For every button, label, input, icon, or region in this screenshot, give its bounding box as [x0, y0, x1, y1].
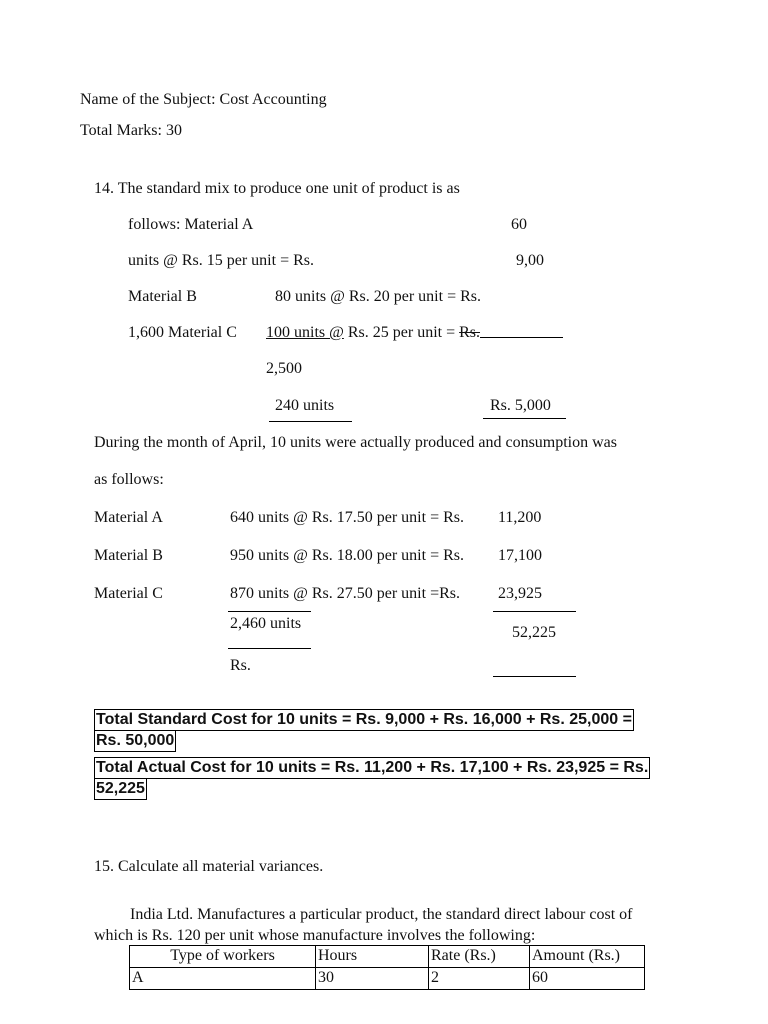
- actual-material-a: Material A: [94, 509, 163, 526]
- actual-units-topline: [228, 611, 311, 612]
- q14-total-units: 240 units: [275, 397, 335, 414]
- q14-intro: 14. The standard mix to produce one unit of product is as: [94, 180, 460, 197]
- q14-line3-mid: 80 units @ Rs. 20 per unit = Rs.: [275, 288, 481, 305]
- q14-line2-left: units @ Rs. 15 per unit = Rs.: [128, 252, 314, 269]
- total-marks: Total Marks: 30: [80, 122, 182, 139]
- q14-line4-mid-c: Rs.: [459, 324, 481, 341]
- table-cell-rate: 2: [429, 968, 530, 990]
- table-header-rate: Rate (Rs.): [429, 946, 530, 968]
- actual-amount-topline: [493, 611, 576, 612]
- actual-material-c: Material C: [94, 585, 163, 602]
- table-cell-amount: 60: [530, 968, 645, 990]
- actual-calc-b: 950 units @ Rs. 18.00 per unit = Rs.: [230, 547, 464, 564]
- q14-during-1: During the month of April, 10 units were actually produced and consumption was: [94, 434, 618, 451]
- q14-amount-underline: [483, 418, 566, 419]
- actual-cost-box-1: Total Actual Cost for 10 units = Rs. 11,200 + Rs. 17,100 + Rs. 23,925 = Rs.: [94, 757, 650, 779]
- q14-units-underline: [269, 421, 352, 422]
- table-cell-type: A: [130, 968, 316, 990]
- q14-line1-right: 60: [511, 216, 527, 233]
- q15-question: 15. Calculate all material variances.: [94, 858, 324, 875]
- standard-cost-box-2: Rs. 50,000: [94, 730, 176, 752]
- table-header-row: [130, 946, 645, 968]
- actual-amount-a: 11,200: [498, 509, 542, 526]
- workers-table: [129, 945, 645, 990]
- q14-line5: 2,500: [266, 360, 302, 377]
- q15-paragraph-1: India Ltd. Manufactures a particular product, the standard direct labour cost of: [130, 906, 633, 923]
- q15-paragraph-2: which is Rs. 120 per unit whose manufacture involves the following:: [94, 927, 536, 944]
- table-header-hours: Hours: [316, 946, 429, 968]
- q14-line3-left: Material B: [128, 288, 197, 305]
- q14-line4-left: 1,600 Material C: [128, 324, 237, 341]
- subject-heading: Name of the Subject: Cost Accounting: [80, 91, 327, 108]
- table-row: [130, 968, 645, 990]
- table-header-amount: Amount (Rs.): [530, 946, 645, 968]
- actual-amount-b: 17,100: [498, 547, 542, 564]
- actual-cost-box-2: 52,225: [94, 778, 147, 800]
- q14-line4-mid-b: Rs. 25 per unit =: [343, 324, 460, 341]
- q14-underline-c: [480, 337, 563, 338]
- q14-line2-right: 9,00: [516, 252, 544, 269]
- standard-cost-box-1: Total Standard Cost for 10 units = Rs. 9,000 + Rs. 16,000 + Rs. 25,000 =: [94, 709, 634, 731]
- table-cell-hours: 30: [316, 968, 429, 990]
- q14-during-2: as follows:: [94, 471, 164, 488]
- actual-material-b: Material B: [94, 547, 163, 564]
- actual-total-amount: 52,225: [512, 624, 556, 641]
- actual-amount-c: 23,925: [498, 585, 542, 602]
- q14-line1-left: follows: Material A: [128, 216, 254, 233]
- table-header-type: Type of workers: [130, 946, 316, 968]
- actual-calc-a: 640 units @ Rs. 17.50 per unit = Rs.: [230, 509, 464, 526]
- q14-line4-mid-a: 100 units @: [266, 324, 344, 341]
- actual-units-bottomline: [228, 648, 311, 649]
- actual-rs-label: Rs.: [230, 657, 251, 674]
- q14-line4-mid: [266, 323, 480, 343]
- actual-total-units: 2,460 units: [230, 615, 302, 632]
- q14-total-amount: Rs. 5,000: [490, 397, 551, 414]
- actual-calc-c: 870 units @ Rs. 27.50 per unit =Rs.: [230, 585, 460, 602]
- actual-amount-bottomline: [493, 676, 576, 677]
